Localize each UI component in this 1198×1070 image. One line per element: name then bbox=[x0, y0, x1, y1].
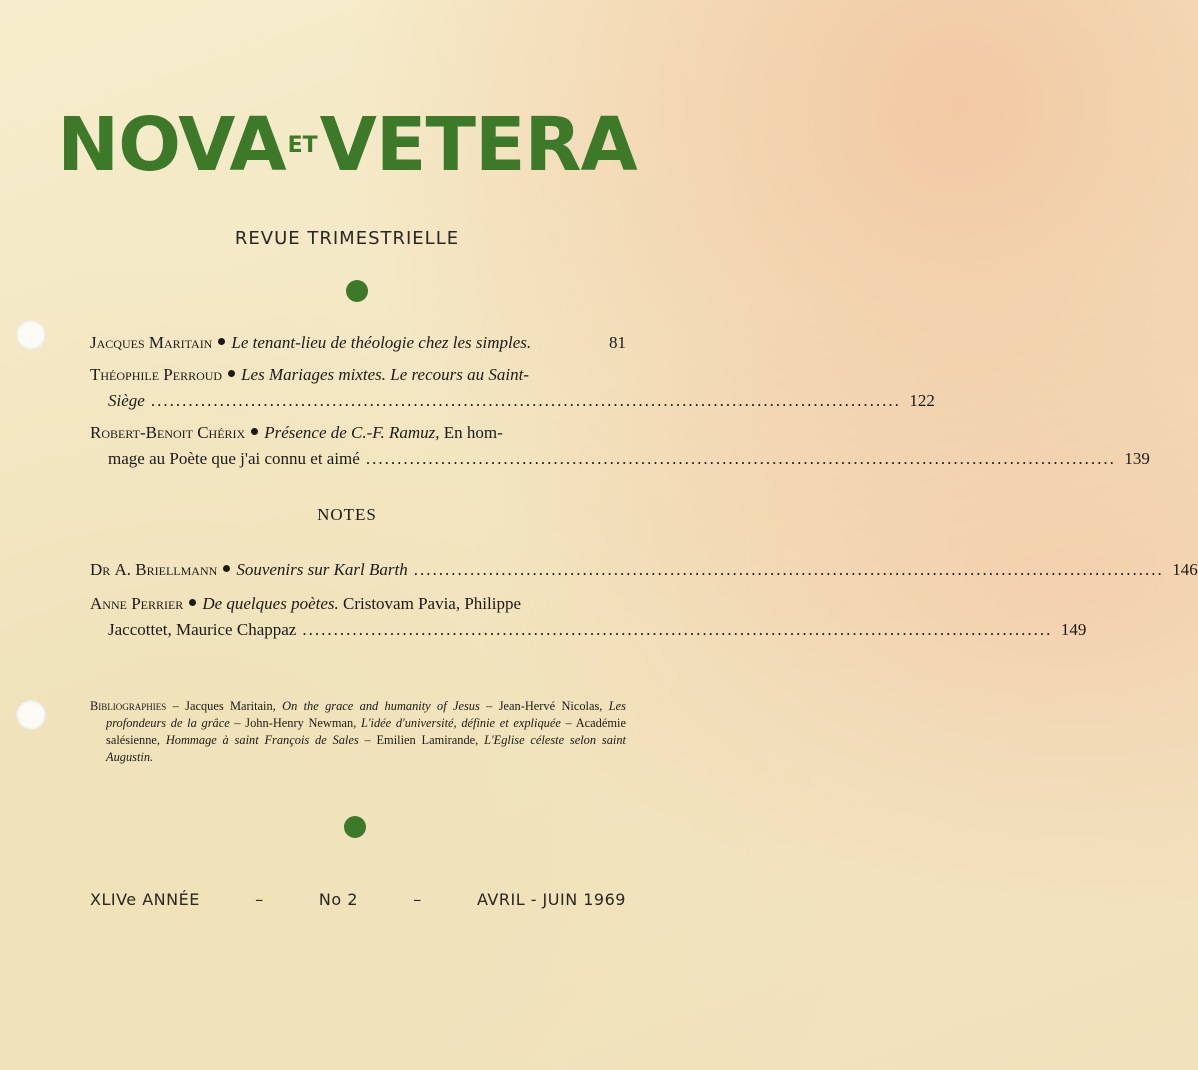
biblio-title: Hommage à saint François de Sales bbox=[165, 733, 359, 747]
entry-author-prefix: Dr bbox=[90, 560, 111, 579]
green-dot-ornament bbox=[344, 816, 366, 838]
entry-author: Robert-Benoit Chérix bbox=[90, 423, 246, 442]
entry-subtitle-continued: mage au Poète que j'ai connu et aimé bbox=[108, 449, 360, 468]
journal-title bbox=[0, 102, 694, 188]
entry-title: Les Mariages mixtes. Le recours au Saint- bbox=[241, 365, 529, 384]
binder-hole bbox=[16, 700, 46, 730]
toc-entry bbox=[90, 330, 626, 356]
entry-page: 146 bbox=[1172, 560, 1198, 579]
issue-number: No 2 bbox=[318, 890, 358, 909]
entry-subtitle: En hom- bbox=[443, 423, 503, 442]
title-nova: NOVA bbox=[57, 102, 286, 188]
entry-title: Présence de C.-F. Ramuz, bbox=[264, 423, 440, 442]
entry-title: Souvenirs sur Karl Barth bbox=[236, 560, 408, 579]
toc-entry bbox=[90, 362, 935, 414]
biblio-text: – Emilien Lamirande, bbox=[364, 733, 479, 747]
entry-author: Théophile Perroud bbox=[90, 365, 223, 384]
biblio-text: – Jean-Hervé Nicolas, bbox=[486, 699, 603, 713]
green-dot-ornament bbox=[346, 280, 368, 302]
entry-page: 139 bbox=[1124, 449, 1150, 468]
entry-page: 81 bbox=[609, 333, 626, 352]
notes-list bbox=[90, 557, 1198, 643]
issue-footer bbox=[90, 890, 626, 909]
biblio-text: – Jacques Maritain, bbox=[172, 699, 276, 713]
entry-title-continued: Siège bbox=[108, 391, 145, 410]
dot-leader: ........................................................................................................................ bbox=[150, 391, 901, 410]
bullet-icon bbox=[223, 565, 230, 572]
bullet-icon bbox=[189, 599, 196, 606]
biblio-title: On the grace and humanity of Jesus bbox=[282, 699, 480, 713]
biblio-text: – Académie salésienne, bbox=[106, 716, 626, 747]
dot-leader: ........................................................................................................................ bbox=[365, 449, 1116, 468]
title-et: ET bbox=[287, 133, 318, 158]
entry-title: De quelques poètes. bbox=[202, 594, 339, 613]
entry-subtitle-continued: Jaccottet, Maurice Chappaz bbox=[108, 620, 297, 639]
dot-leader: ........................................................................................................................ bbox=[413, 560, 1164, 579]
volume-year: XLIVe ANNÉE bbox=[90, 890, 200, 909]
bullet-icon bbox=[228, 370, 235, 377]
notes-heading: NOTES bbox=[317, 505, 377, 524]
entry-title: Le tenant-lieu de théologie chez les simples. bbox=[231, 333, 532, 352]
toc-entry bbox=[90, 591, 1087, 643]
issue-date: AVRIL - JUIN 1969 bbox=[476, 890, 626, 909]
entry-author: Jacques Maritain bbox=[90, 333, 213, 352]
bullet-icon bbox=[251, 428, 258, 435]
biblio-title: L'idée d'université, définie et expliquée bbox=[360, 716, 561, 730]
footer-dash: – bbox=[413, 890, 422, 909]
entry-subtitle: Cristovam Pavia, Philippe bbox=[343, 594, 522, 613]
biblio-text: – John-Henry Newman, bbox=[234, 716, 357, 730]
binder-hole bbox=[16, 320, 46, 350]
toc-entry bbox=[90, 557, 1198, 583]
bibliographies-paragraph bbox=[90, 698, 626, 766]
title-vetera: VETERA bbox=[319, 102, 637, 188]
biblio-label: Bibliographies bbox=[90, 699, 167, 713]
entry-author: Anne Perrier bbox=[90, 594, 184, 613]
entry-author: A. Briellmann bbox=[114, 560, 218, 579]
entry-page: 149 bbox=[1060, 620, 1087, 639]
dot-leader: ........................................................................................................................ bbox=[302, 620, 1053, 639]
footer-dash: – bbox=[255, 890, 264, 909]
articles-list bbox=[90, 330, 1150, 472]
biblio-title: Les profondeurs de la grâce bbox=[106, 699, 626, 730]
bullet-icon bbox=[218, 338, 225, 345]
journal-subtitle: REVUE TRIMESTRIELLE bbox=[234, 228, 460, 249]
biblio-title: L'Eglise céleste selon saint Augustin. bbox=[106, 733, 626, 764]
toc-entry bbox=[90, 420, 1150, 472]
entry-page: 122 bbox=[909, 391, 935, 410]
